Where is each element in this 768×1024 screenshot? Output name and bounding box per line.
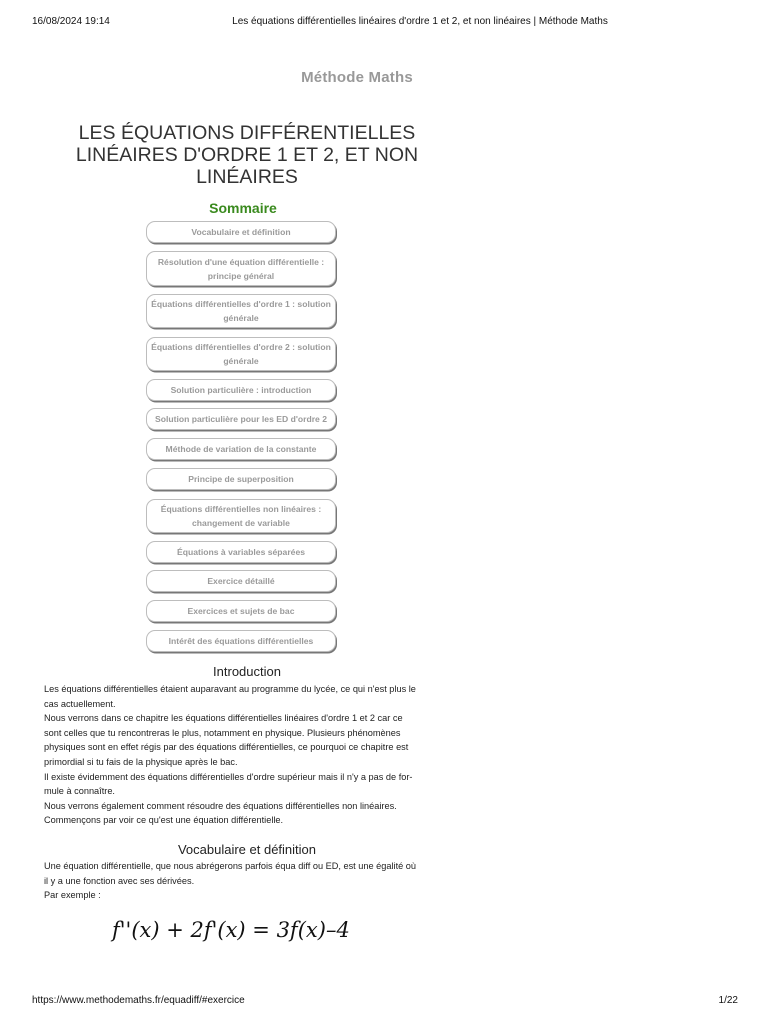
toc-item-ordre-2[interactable]: Équations différentielles d'ordre 2 : solution générale [146, 337, 336, 371]
text-line: physiques sont en effet régis par des équations différentielles, ce pourquoi ce chapitre est [44, 742, 409, 753]
page-title-line: LINÉAIRES [196, 166, 298, 188]
text-line: Il existe évidemment des équations différentielles d'ordre supérieur mais il n'y a pas de for- [44, 771, 413, 782]
text-line: il y a une fonction avec ses dérivées. [44, 875, 195, 886]
toc-item-non-lineaires[interactable]: Équations différentielles non linéaires : changement de variable [146, 499, 336, 533]
toc-item-vocabulaire[interactable]: Vocabulaire et définition [146, 221, 336, 243]
toc-item-exercices-bac[interactable]: Exercices et sujets de bac [146, 600, 336, 622]
toc-item-variables-separees[interactable]: Équations à variables séparées [146, 541, 336, 563]
text-line: Une équation différentielle, que nous abrégerons parfois équa diff ou ED, est une égalité où [44, 861, 417, 871]
toc-item-superposition[interactable]: Principe de superposition [146, 468, 336, 490]
print-header [32, 16, 738, 30]
page-title [44, 122, 450, 188]
print-footer [32, 995, 738, 1009]
toc-title: Sommaire [209, 200, 277, 216]
print-date: 16/08/2024 19:14 [32, 16, 110, 27]
page-url[interactable]: https://www.methodemaths.fr/equadiff/#exercice [32, 995, 245, 1006]
toc-item-resolution[interactable]: Résolution d'une équation différentielle : principe général [146, 251, 336, 286]
intro-paragraph [44, 682, 452, 828]
toc-item-solution-ordre-2[interactable]: Solution particulière pour les ED d'ordre 2 [146, 408, 336, 430]
toc-item-exercice-detaille[interactable]: Exercice détaillé [146, 570, 336, 592]
vocab-paragraph [44, 859, 452, 903]
print-page-title: Les équations différentielles linéaires d'ordre 1 et 2, et non linéaires | Méthode Maths [232, 16, 608, 27]
text-line: Par exemple : [44, 890, 101, 901]
intro-title: Introduction [213, 664, 281, 679]
vocab-title: Vocabulaire et définition [177, 842, 317, 857]
text-line: cas actuellement. [44, 698, 116, 709]
text-line: Nous verrons également comment résoudre des équations différentielles non linéaires. [44, 800, 397, 811]
page-number: 1/22 [718, 995, 738, 1006]
text-line: mule à connaître. [44, 786, 115, 797]
text-line: Nous verrons dans ce chapitre les équations différentielles linéaires d'ordre 1 et 2 car ce [44, 713, 403, 724]
text-line: primordial si tu fais de la physique après le bac. [44, 756, 238, 767]
text-line: Commençons par voir ce qu'est une équation différentielle. [44, 815, 284, 826]
toc-item-interet[interactable]: Intérêt des équations différentielles [146, 630, 336, 652]
toc-item-variation-constante[interactable]: Méthode de variation de la constante [146, 438, 336, 460]
example-formula: f''(x) + 2f'(x) = 3f(x)–4 [112, 918, 350, 942]
text-line: Les équations différentielles étaient auparavant au programme du lycée, ce qui n'est plus le [44, 684, 416, 694]
toc-item-solution-particuliere[interactable]: Solution particulière : introduction [146, 379, 336, 401]
toc-item-ordre-1[interactable]: Équations différentielles d'ordre 1 : solution générale [146, 294, 336, 328]
text-line: sont celles que tu rencontreras le plus, notamment en physique. Plusieurs phénomènes [44, 727, 401, 738]
site-name[interactable]: Méthode Maths [301, 69, 413, 86]
page-title-line: LINÉAIRES D'ORDRE 1 ET 2, ET NON [75, 144, 419, 166]
page-title-line: LES ÉQUATIONS DIFFÉRENTIELLES [78, 122, 416, 144]
